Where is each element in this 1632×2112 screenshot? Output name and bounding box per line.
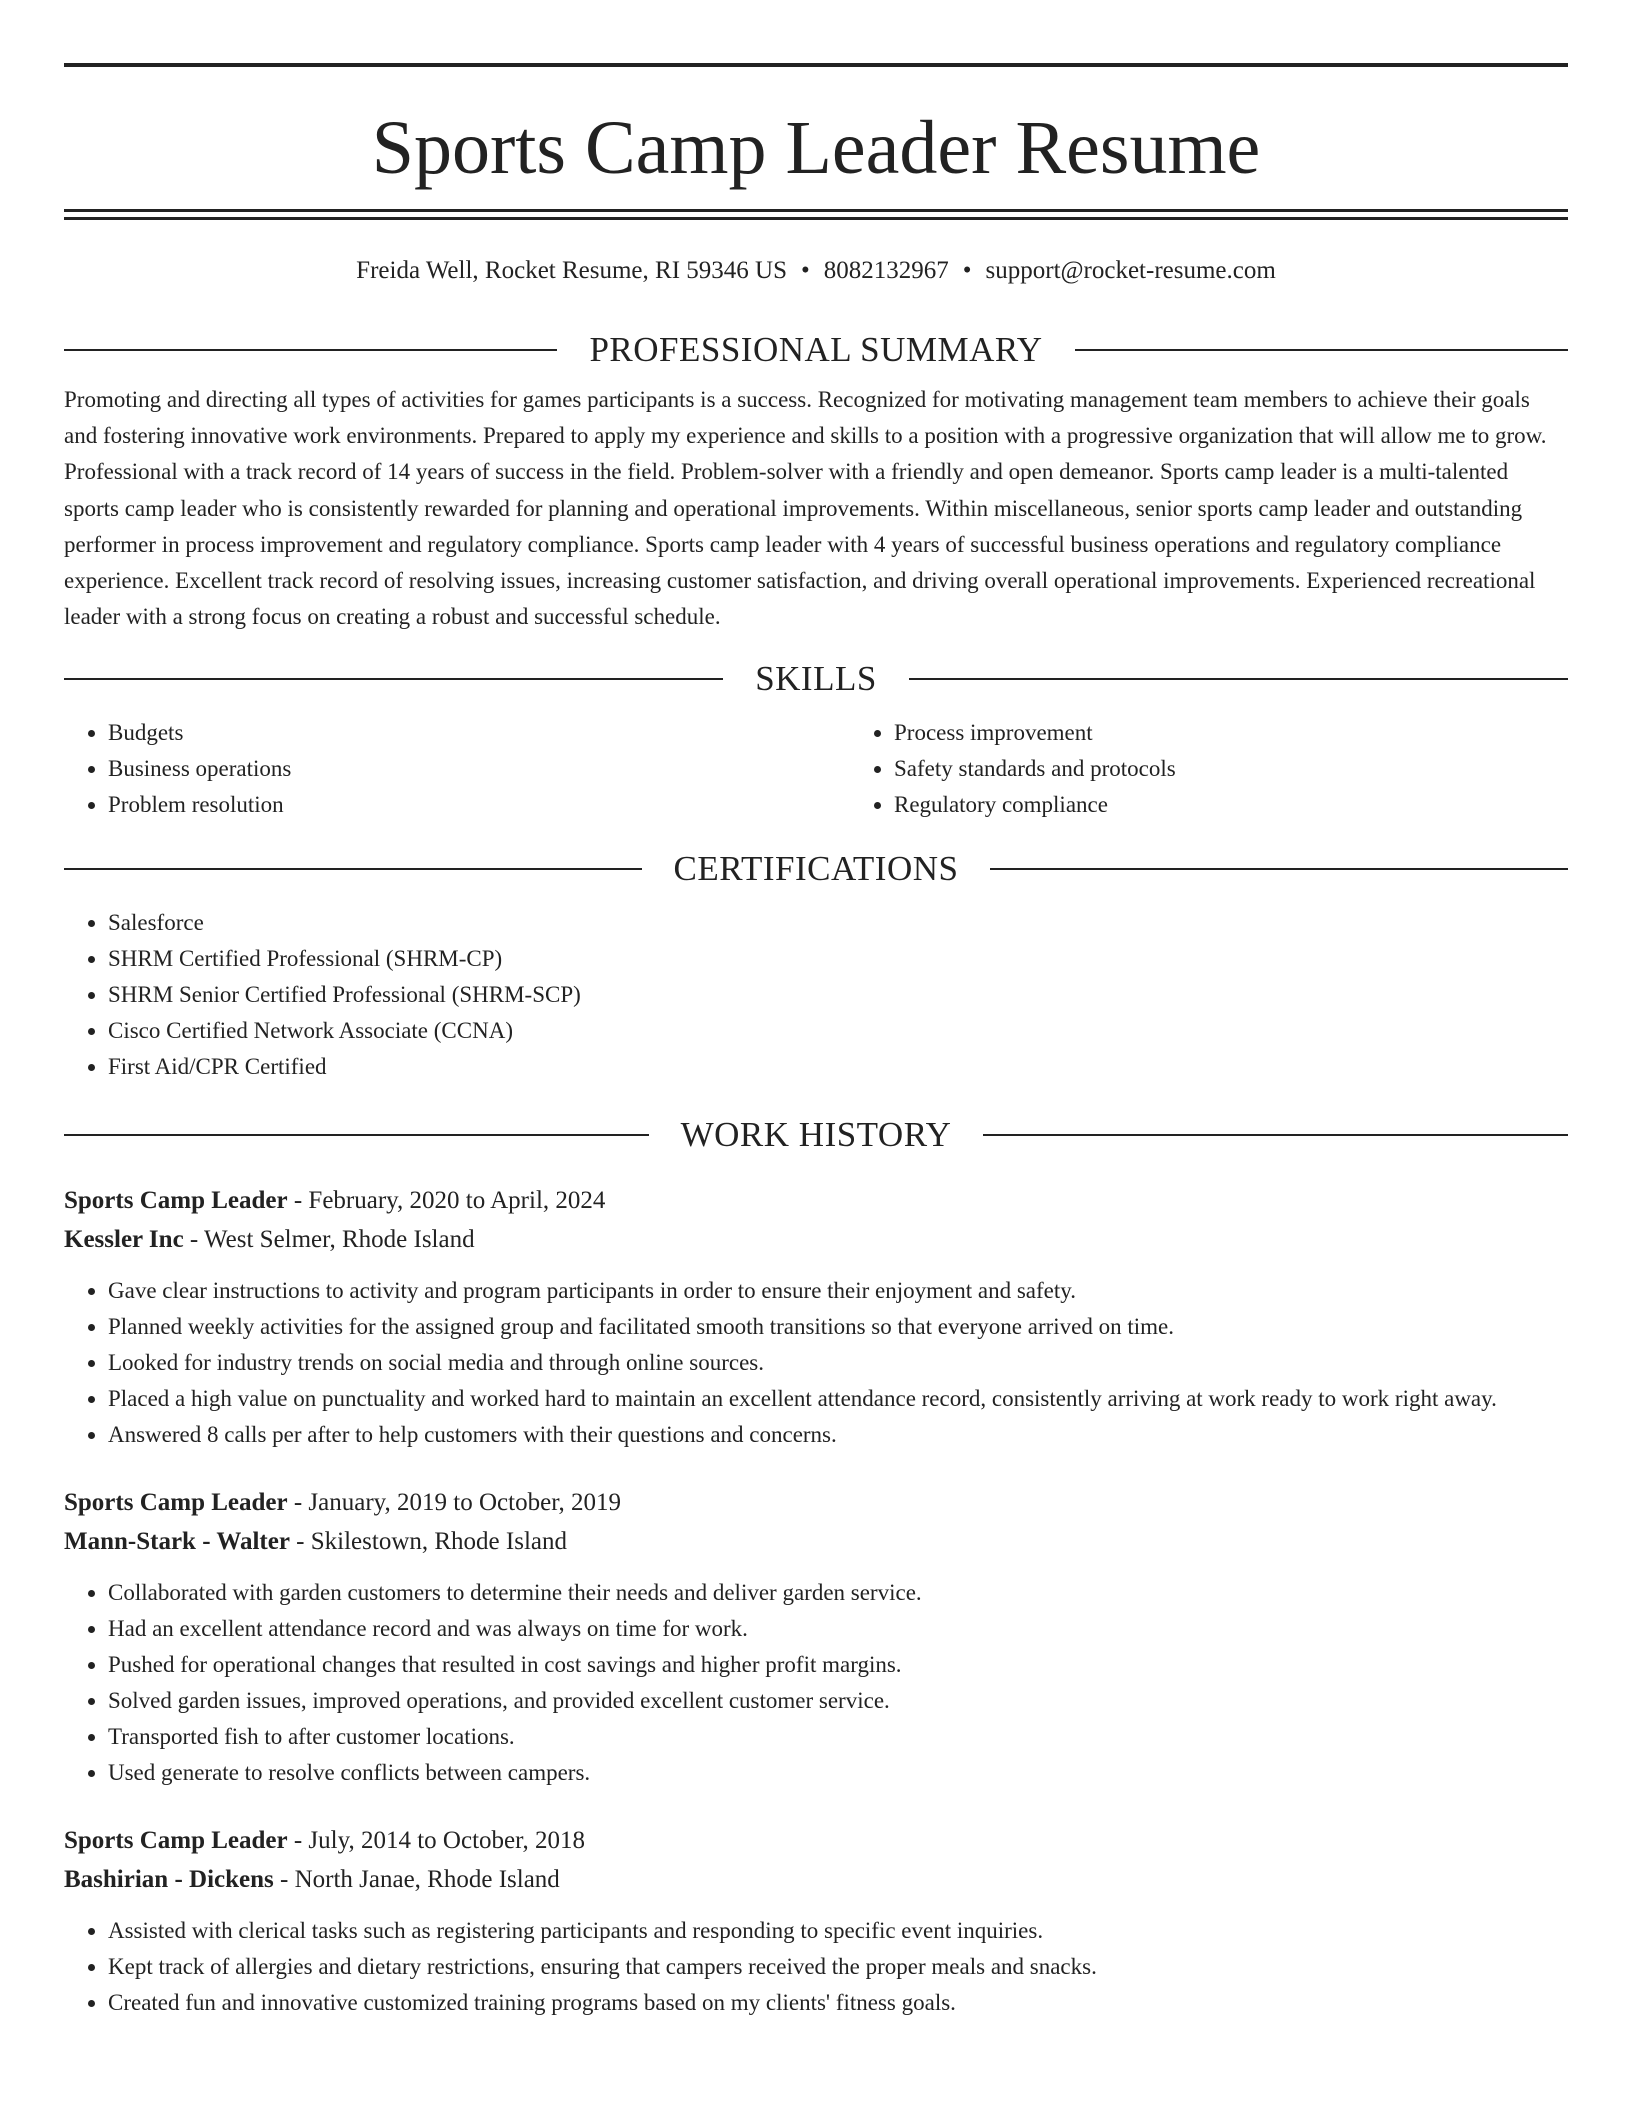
contact-separator: •: [800, 257, 810, 284]
skill-item: • Budgets: [108, 715, 850, 751]
section-rule: [64, 868, 642, 870]
job-title: Sports Camp Leader: [64, 1827, 288, 1855]
job-bullet: • Solved garden issues, improved operations, and provided excellent customer service.: [108, 1683, 1568, 1719]
certification-item: • SHRM Senior Certified Professional (SHRM-SCP): [108, 977, 1568, 1013]
job-bullet: • Transported fish to after customer locations.: [108, 1719, 1568, 1755]
section-rule: [64, 349, 557, 351]
job-title: Sports Camp Leader: [64, 1187, 288, 1215]
skills-list-right: [850, 715, 1632, 823]
job-title-line: [64, 1181, 1568, 1220]
job-bullet: • Used generate to resolve conflicts between campers.: [108, 1755, 1568, 1791]
certification-item: • Salesforce: [108, 905, 1568, 941]
job-bullet: • Planned weekly activities for the assigned group and facilitated smooth transitions so that everyone arrived on time.: [108, 1309, 1568, 1345]
summary-section-header: [64, 328, 1568, 372]
job-bullet: • Looked for industry trends on social media and through online sources.: [108, 1345, 1568, 1381]
contact-phone: 8082132967: [823, 257, 949, 284]
job-bullet: • Created fun and innovative customized training programs based on my clients' fitness goals.: [108, 1985, 1568, 2021]
top-rule: [64, 63, 1568, 67]
job-title-line: [64, 1821, 1568, 1860]
section-rule: [909, 678, 1568, 680]
title-double-rule: [64, 209, 1568, 220]
skill-item: • Business operations: [108, 751, 850, 787]
contact-line: [64, 256, 1568, 286]
certification-item: • SHRM Certified Professional (SHRM-CP): [108, 941, 1568, 977]
job-company: Mann-Stark - Walter: [64, 1528, 290, 1556]
contact-separator: •: [962, 257, 972, 284]
section-rule: [64, 678, 723, 680]
skills-section-header: [64, 657, 1568, 701]
job-company-line: [64, 1220, 1568, 1259]
job-title: Sports Camp Leader: [64, 1489, 288, 1517]
section-rule: [990, 868, 1568, 870]
skills-columns: [64, 715, 1568, 823]
job-location: - North Janae, Rhode Island: [273, 1866, 560, 1894]
job-bullets: [64, 1575, 1568, 1791]
job-company: Bashirian - Dickens: [64, 1866, 274, 1894]
job-bullet: • Collaborated with garden customers to determine their needs and deliver garden service.: [108, 1575, 1568, 1611]
certification-item: • First Aid/CPR Certified: [108, 1049, 1568, 1085]
job-bullet: • Placed a high value on punctuality and worked hard to maintain an excellent attendance record, consistently arriving at work ready to work right away.: [108, 1381, 1568, 1417]
skill-item: • Regulatory compliance: [894, 787, 1632, 823]
job-bullet: • Had an excellent attendance record and was always on time for work.: [108, 1611, 1568, 1647]
job-company-line: [64, 1860, 1568, 1899]
job-bullet: • Gave clear instructions to activity and program participants in order to ensure their enjoyment and safety.: [108, 1273, 1568, 1309]
section-rule: [64, 1134, 649, 1136]
job-bullet: • Assisted with clerical tasks such as registering participants and responding to specific event inquiries.: [108, 1913, 1568, 1949]
skills-heading: SKILLS: [755, 659, 877, 699]
skill-item: • Problem resolution: [108, 787, 850, 823]
work-history-heading: WORK HISTORY: [680, 1115, 952, 1155]
summary-text: Promoting and directing all types of activities for games participants is a success. Recognized for motivating management team members to achieve their goals and fostering innovative work environments. Prepared to apply my experience and skills to a position with a progressive organization that will allow me to grow. Professional with a track record of 14 years of success in the field. Problem-solver with a friendly and open demeanor. Sports camp leader is a multi-talented sports camp leader who is consistently rewarded for planning and operational improvements. Within miscellaneous, senior sports camp leader and outstanding performer in process improvement and regulatory compliance. Sports camp leader with 4 years of successful business operations and regulatory compliance experience. Excellent track record of resolving issues, increasing customer satisfaction, and driving overall operational improvements. Experienced recreational leader with a strong focus on creating a robust and successful schedule.: [64, 387, 1547, 630]
contact-address: Freida Well, Rocket Resume, RI 59346 US: [356, 257, 787, 284]
job-bullet: • Kept track of allergies and dietary restrictions, ensuring that campers received the proper meals and snacks.: [108, 1949, 1568, 1985]
job-location: - Skilestown, Rhode Island: [289, 1528, 567, 1556]
summary-heading: PROFESSIONAL SUMMARY: [589, 330, 1043, 369]
job-dates: - February, 2020 to April, 2024: [287, 1187, 606, 1215]
skill-item: • Safety standards and protocols: [894, 751, 1632, 787]
skill-item: • Process improvement: [894, 715, 1632, 751]
work-history-section-header: [64, 1113, 1568, 1157]
certifications-list: [64, 905, 1568, 1085]
job-entry: [64, 1483, 1568, 1791]
job-location: - West Selmer, Rhode Island: [183, 1226, 475, 1254]
contact-email: support@rocket-resume.com: [985, 257, 1276, 284]
certifications-section-header: [64, 847, 1568, 891]
job-company-line: [64, 1522, 1568, 1561]
job-entry: [64, 1821, 1568, 2021]
certifications-heading: CERTIFICATIONS: [673, 849, 959, 889]
job-title-line: [64, 1483, 1568, 1522]
job-dates: - July, 2014 to October, 2018: [287, 1827, 585, 1855]
job-bullet: • Answered 8 calls per after to help customers with their questions and concerns.: [108, 1417, 1568, 1453]
resume-page: [64, 63, 1568, 2021]
job-bullet: • Pushed for operational changes that resulted in cost savings and higher profit margins.: [108, 1647, 1568, 1683]
skills-list-left: [64, 715, 850, 823]
certification-item: • Cisco Certified Network Associate (CCNA): [108, 1013, 1568, 1049]
section-rule: [983, 1134, 1568, 1136]
job-bullets: [64, 1273, 1568, 1453]
job-company: Kessler Inc: [64, 1226, 184, 1254]
section-rule: [1075, 349, 1568, 351]
page-title: Sports Camp Leader Resume: [371, 106, 1261, 190]
job-entry: [64, 1181, 1568, 1453]
job-bullets: [64, 1913, 1568, 2021]
job-dates: - January, 2019 to October, 2019: [287, 1489, 622, 1517]
